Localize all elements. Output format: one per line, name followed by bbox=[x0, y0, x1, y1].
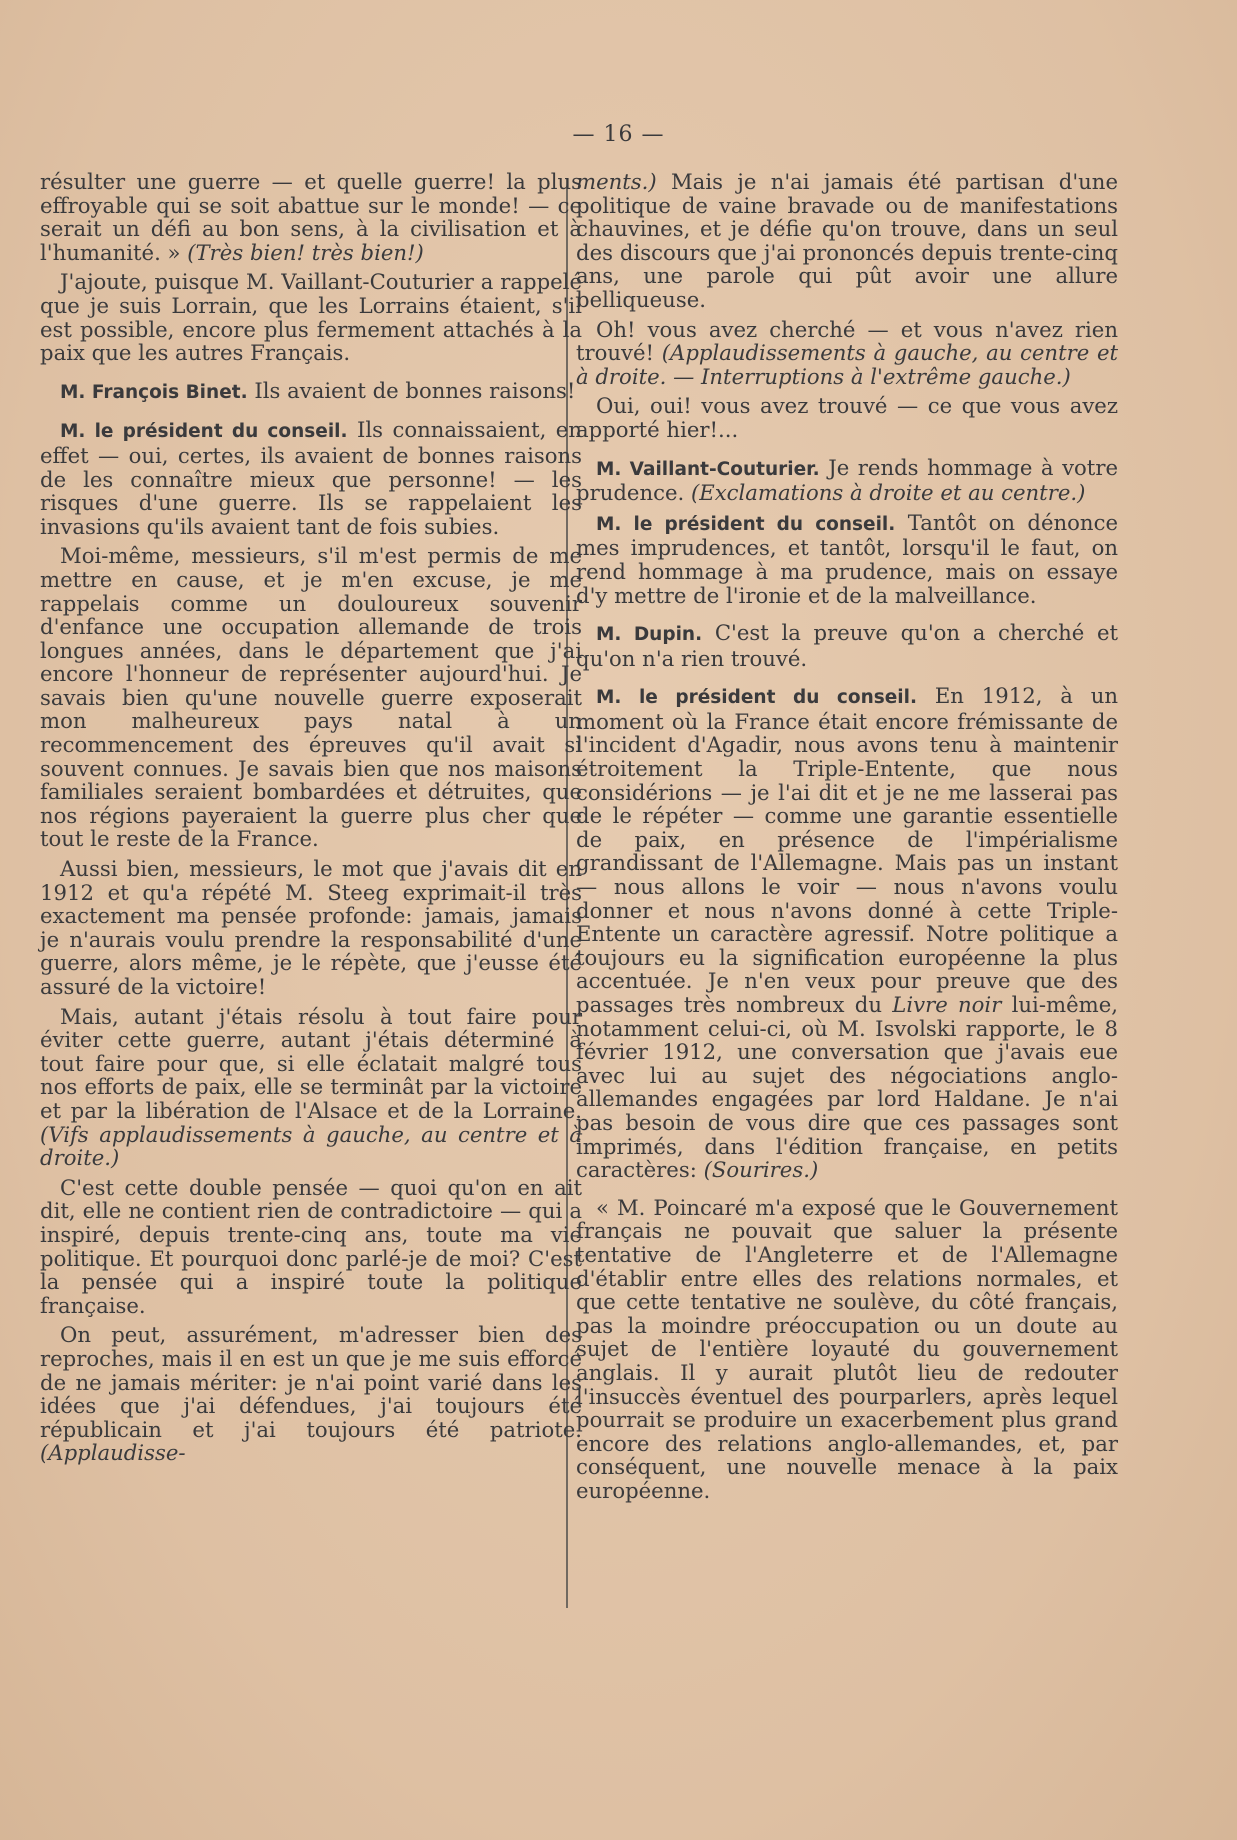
paragraph: J'ajoute, puisque M. Vaillant-Couturier a rappelé que je suis Lorrain, que les Lorrains étaient, s'il est possible, encore plus fermement attachés à la paix que les autres Français. bbox=[40, 269, 582, 366]
speaker-name: M. le président du conseil. bbox=[596, 513, 896, 535]
left-column bbox=[40, 170, 582, 1471]
speaker-name: M. Dupin. bbox=[596, 624, 703, 646]
paragraph: ments.) Mais je n'ai jamais été partisan d'une politique de vaine bravade ou de manifestations chauvines, et je défie qu'on trouve, dans un seul des discours que j'ai prononcés depuis trente-cinq ans, une parole qui pût avoir une allure belliqueuse. bbox=[576, 169, 1118, 312]
paragraph: On peut, assurément, m'adresser bien des reproches, mais il en est un que je me suis efforcé de ne jamais mériter: je n'ai point varié dans les idées que j'ai défendues, j'ai toujours été républicain et j'ai toujours été patriote. (Applaudisse- bbox=[40, 1322, 582, 1466]
speaker-name: M. le président du conseil. bbox=[60, 421, 348, 443]
paragraph: M. le président du conseil. Ils connaissaient, en effet — oui, certes, ils avaient de bonnes raisons de les connaître mieux que personne! — les risques d'une guerre. Ils se rappelaient les invasions qu'ils avaient tant de fois subies. bbox=[40, 417, 582, 539]
speaker-name: M. Vaillant-Couturier. bbox=[596, 458, 820, 480]
page-number: — 16 — bbox=[572, 122, 665, 147]
paragraph: C'est cette double pensée — quoi qu'on en ait dit, elle ne contient rien de contradictoire — qui a inspiré, depuis trente-cinq ans, toute ma vie politique. Et pourquoi donc parlé-je de moi? C'est la pensée qui a inspiré toute la politique française. bbox=[40, 1174, 582, 1318]
paragraph: M. Vaillant-Couturier. Je rends hommage à votre prudence. (Exclamations à droite et au centre.) bbox=[576, 454, 1118, 506]
paragraph: Oh! vous avez cherché — et vous n'avez rien trouvé! (Applaudissements à gauche, au centre et à droite. — Interruptions à l'extrême gauche.) bbox=[576, 316, 1118, 389]
paragraph: « M. Poincaré m'a exposé que le Gouvernement français ne pouvait que saluer la présente tentative de l'Angleterre et de l'Allemagne d'établir entre elles des relations normales, et que cette tentative ne soulève, du côté français, pas la moindre préoccupation ou un doute au sujet de l'entière loyauté du gouvernement anglais. Il y aurait plutôt lieu de redouter l'insuccès éventuel des pourparlers, après lequel pourrait se produire un exacerbement plus grand encore des relations anglo-allemandes, et, par conséquent, une nouvelle menace à la paix européenne. bbox=[576, 1194, 1118, 1503]
paragraph: Mais, autant j'étais résolu à tout faire pour éviter cette guerre, autant j'étais déterminé à tout faire pour que, si elle éclatait malgré tous nos efforts de paix, elle se terminât par la victoire et par la libération de l'Alsace et de la Lorraine. (Vifs applaudissements à gauche, au centre et à droite.) bbox=[40, 1003, 582, 1171]
right-column bbox=[576, 170, 1118, 1508]
paragraph: M. Dupin. C'est la preuve qu'on a cherché et qu'on n'a rien trouvé. bbox=[576, 620, 1119, 671]
paragraph: M. François Binet. Ils avaient de bonnes raisons! bbox=[60, 377, 576, 403]
paragraph: M. le président du conseil. Tantôt on dénonce mes imprudences, et tantôt, lorsqu'il le faut, on rend hommage à ma prudence, mais on essaye d'y mettre de l'ironie et de la malveillance. bbox=[576, 509, 1118, 608]
paragraph: Moi-même, messieurs, s'il m'est permis de me mettre en cause, et je m'en excuse, je me rappelais comme un douloureux souvenir d'enfance une occupation allemande de trois longues années, dans le département que j'ai encore l'honneur de représenter aujourd'hui. Je savais bien qu'une nouvelle guerre exposerait mon malheureux pays natal à un recommencement des épreuves qu'il avait si souvent connues. Je savais bien que nos maisons familiales seraient bombardées et détruites, que nos régions payeraient la guerre plus cher que tout le reste de la France. bbox=[40, 543, 582, 852]
paragraph: M. le président du conseil. En 1912, à un moment où la France était encore frémissante de l'incident d'Agadir, nous avons tenu à maintenir étroitement la Triple-Entente, que nous considérions — je l'ai dit et je ne me lasserai pas de le répéter — comme une garantie essentielle de paix, en présence de l'impérialisme grandissant de l'Allemagne. Mais pas un instant — nous allons le voir — nous n'avons voulu donner et nous n'avons donné à cette Triple-Entente un caractère agressif. Notre politique a toujours eu la signification européenne la plus accentuée. Je n'en veux pour preuve que des passages très nombreux du Livre noir lui-même, notamment celui-ci, où M. Isvolski rapporte, le 8 février 1912, une conversation que j'avais eue avec lui au sujet des négociations anglo-allemandes engagées par lord Haldane. Je n'ai pas besoin de vous dire que ces passages sont imprimés, dans l'édition française, en petits caractères: (Sourires.) bbox=[576, 683, 1118, 1183]
paragraph: Oui, oui! vous avez trouvé — ce que vous avez apporté hier!... bbox=[576, 393, 1118, 442]
speaker-name: M. le président du conseil. bbox=[596, 687, 918, 709]
paragraph: résulter une guerre — et quelle guerre! la plus effroyable qui se soit abattue sur le monde! — ce serait un défi au bon sens, à la civilisation et à l'humanité. » (Très bien! très bien!) bbox=[40, 169, 582, 265]
speaker-name: M. François Binet. bbox=[60, 381, 248, 403]
paragraph: Aussi bien, messieurs, le mot que j'avais dit en 1912 et qu'a répété M. Steeg exprimait-il très exactement ma pensée profonde: jamais, jamais je n'aurais voulu prendre la responsabilité d'une guerre, alors même, je le répète, que j'eusse été assuré de la victoire! bbox=[40, 856, 582, 999]
